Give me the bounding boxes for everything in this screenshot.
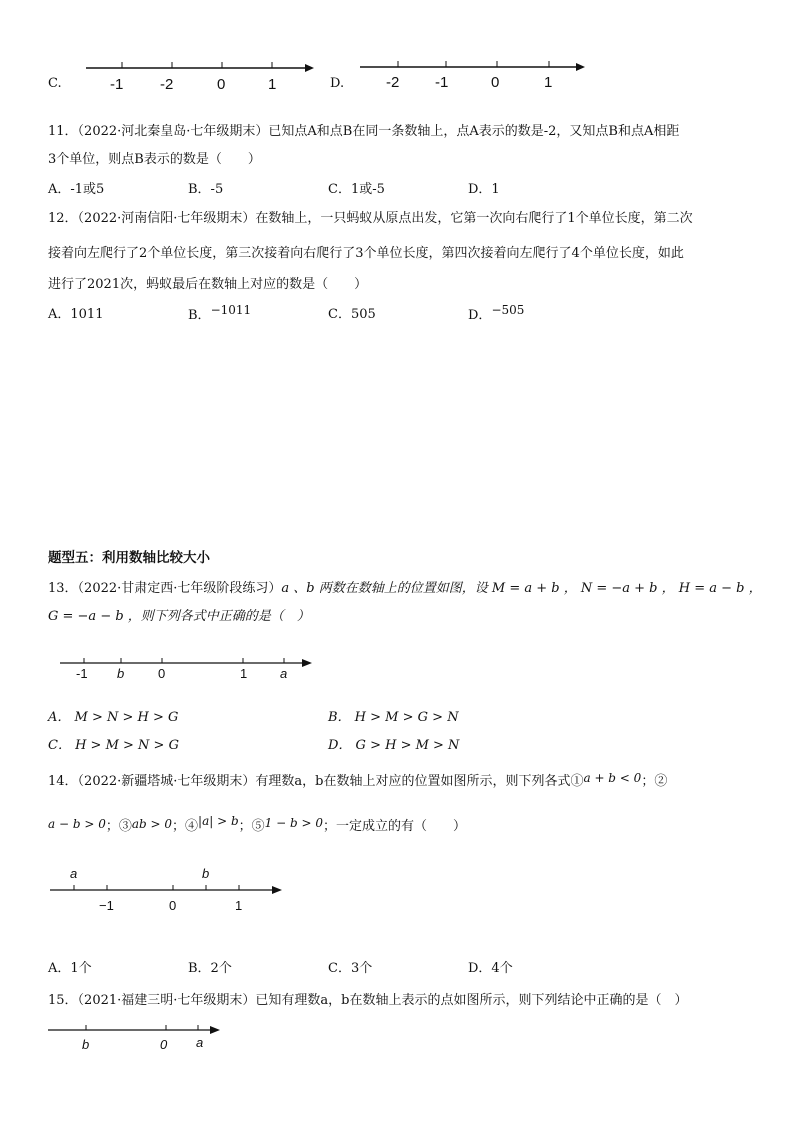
q13-definitions: a 、b 两数在数轴上的位置如图，设 M = a + b ， N = −a + b ， H = a − b ， [281,581,762,596]
q11-text-line1: 11．（2022·河北秦皇岛·七年级期末）已知点A和点B在同一条数轴上，点A表示的数是-2，又知点B和点A相距 [48,124,680,139]
tick-label: b [117,666,125,681]
tick-label: a [196,1035,204,1050]
separator: ；③ [105,819,132,834]
q14-cond3: ab > 0 [131,817,173,831]
q14-question-tail: ；一定成立的有（ ） [322,819,466,834]
option-label: B． [188,308,211,323]
tick-label: 1 [240,666,248,681]
q14-cond4: |a| > b [198,814,239,828]
section-title: 题型五：利用数轴比较大小 [48,550,210,566]
q11-option-c[interactable]: C．1或-5 [328,182,385,197]
tick-label: b [202,866,210,881]
tick-label: -1 [76,666,88,681]
option-c-label: C. [48,76,62,91]
tick-label: 0 [169,898,177,913]
q13-option-b[interactable]: B． H > M > G > N [328,710,459,725]
q14-option-a[interactable]: A．1个 [48,961,92,976]
separator: ；④ [172,819,199,834]
tick-label: 1 [268,76,277,93]
q11-option-a[interactable]: A．-1或5 [48,182,105,197]
tick-label: 0 [160,1037,168,1052]
separator: ；⑤ [238,819,265,834]
separator: ；② [641,774,668,789]
q12-text-line3: 进行了2021次，蚂蚁最后在数轴上对应的数是（ ） [48,277,368,292]
q11-text-line2: 3个单位，则点B表示的数是（ ） [48,152,261,167]
q14-option-b[interactable]: B．2个 [188,961,232,976]
q14-option-d[interactable]: D．4个 [468,961,513,976]
option-value: −1011 [210,303,252,317]
q12-text-line1: 12．（2022·河南信阳·七年级期末）在数轴上，一只蚂蚁从原点出发，它第一次向右爬行了1个单位长度，第二次 [48,211,693,226]
tick-label: −1 [99,898,114,913]
tick-label: -2 [386,74,400,91]
tick-label: 0 [217,76,226,93]
tick-label: 1 [544,74,553,91]
q13-text-line2: G = −a − b ，则下列各式中正确的是（ ） [48,609,310,624]
tick-label: -1 [435,74,449,91]
tick-label: -2 [160,76,174,93]
q14-cond1: a + b < 0 [583,771,642,785]
q11-option-d[interactable]: D．1 [468,182,500,197]
tick-label: a [70,866,78,881]
tick-label: b [82,1037,90,1052]
option-d-label: D. [330,76,345,91]
tick-label: 1 [235,898,243,913]
q13-option-c[interactable]: C． H > M > N > G [48,738,179,753]
q12-option-a[interactable]: A．1011 [48,307,104,322]
q12-text-line2: 接着向左爬行了2个单位长度，第三次接着向右爬行了3个单位长度，第四次接着向左爬行了4个单位长度，如此 [48,246,684,261]
option-label: D． [468,308,492,323]
q13-source: 13．（2022·甘肃定西·七年级阶段练习） [48,581,282,596]
tick-label: a [280,666,288,681]
tick-label: 0 [491,74,500,91]
q14-cond2: a − b > 0 [48,817,106,831]
q11-option-b[interactable]: B．-5 [188,182,224,197]
tick-label: -1 [110,76,124,93]
q14-stem: 14．（2022·新疆塔城·七年级期末）有理数a，b在数轴上对应的位置如图所示，则下列各式① [48,774,584,789]
q14-cond5: 1 − b > 0 [264,816,323,830]
tick-label: 0 [158,666,166,681]
q15-text-line1: 15．（2021·福建三明·七年级期末）已知有理数a，b在数轴上表示的点如图所示，则下列结论中正确的是（ ） [48,993,688,1008]
q14-option-c[interactable]: C．3个 [328,961,373,976]
q12-option-c[interactable]: C．505 [328,307,376,322]
q13-option-d[interactable]: D． G > H > M > N [328,738,460,753]
option-value: −505 [491,303,525,317]
q13-option-a[interactable]: A． M > N > H > G [48,710,179,725]
